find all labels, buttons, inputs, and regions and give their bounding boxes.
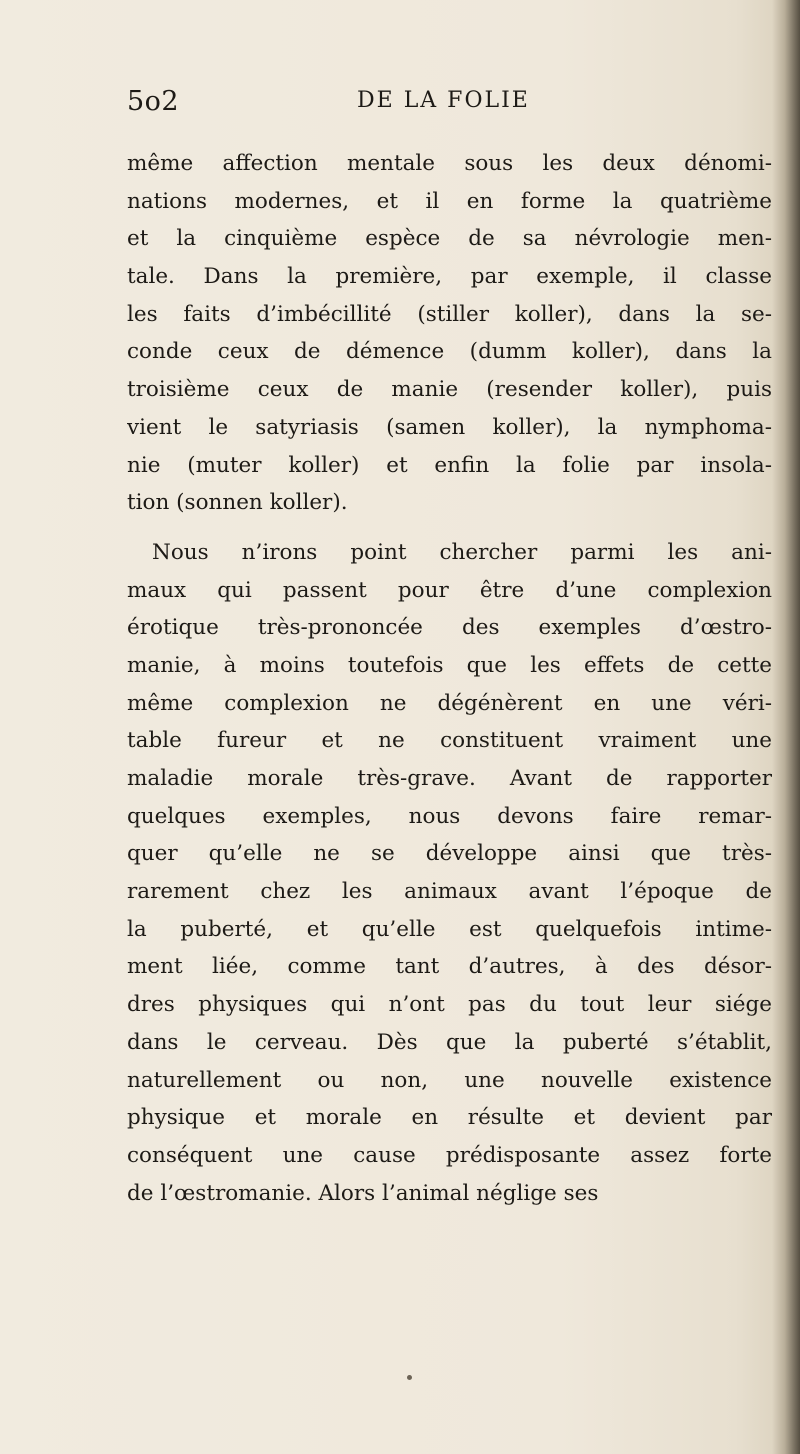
text-line: manie, à moins toutefois que les effets de cette [127,652,772,678]
text-line: dans le cerveau. Dès que la puberté s’établit, [127,1029,772,1055]
text-line: même complexion ne dégénèrent en une véri- [127,690,772,716]
text-line: la puberté, et qu’elle est quelquefois intime- [127,916,772,942]
text-line: maux qui passent pour être d’une complexion [127,577,772,603]
text-line-paragraph-end: tion (sonnen koller). [127,490,348,516]
text-line: naturellement ou non, une nouvelle existence [127,1067,772,1093]
text-line: maladie morale très-grave. Avant de rapporter [127,766,772,791]
text-line-page-end: de l’œstromanie. Alors l’animal néglige ses [127,1180,599,1206]
text-line: conde ceux de démence (dumm koller), dans la [127,339,772,365]
text-line: rarement chez les animaux avant l’époque de [127,879,772,905]
text-line: vient le satyriasis (samen koller), la nymphoma- [127,414,772,440]
text-line: conséquent une cause prédisposante assez forte [127,1142,772,1168]
page-body [127,145,772,1212]
text-line: et la cinquième espèce de sa névrologie men- [127,226,772,252]
text-line: les faits d’imbécillité (stiller koller), dans la se- [127,301,772,327]
text-line: tale. Dans la première, par exemple, il classe [127,264,772,290]
paragraph-gap [127,522,772,534]
text-line: quelques exemples, nous devons faire remar- [127,803,772,829]
text-line: nations modernes, et il en forme la quatrième [127,188,772,214]
running-title: DE LA FOLIE [357,88,530,113]
text-line: dres physiques qui n’ont pas du tout leur siége [127,992,772,1018]
page-number: 5o2 [127,86,180,117]
text-line: table fureur et ne constituent vraiment une [127,728,772,754]
text-line-paragraph-start: Nous n’irons point chercher parmi les ani- [152,539,772,565]
text-line: érotique très-prononcée des exemples d’œstro- [127,615,772,641]
text-line: physique et morale en résulte et devient par [127,1105,772,1131]
text-line: nie (muter koller) et enfin la folie par insola- [127,452,772,478]
text-line: troisième ceux de manie (resender koller), puis [127,377,772,403]
text-line: quer qu’elle ne se développe ainsi que très- [127,841,772,867]
page-header [127,86,727,126]
text-line: même affection mentale sous les deux dénomi- [127,151,772,176]
ink-speck [407,1375,412,1380]
text-line: ment liée, comme tant d’autres, à des désor- [127,954,772,980]
page-edge-shadow [772,0,800,1454]
